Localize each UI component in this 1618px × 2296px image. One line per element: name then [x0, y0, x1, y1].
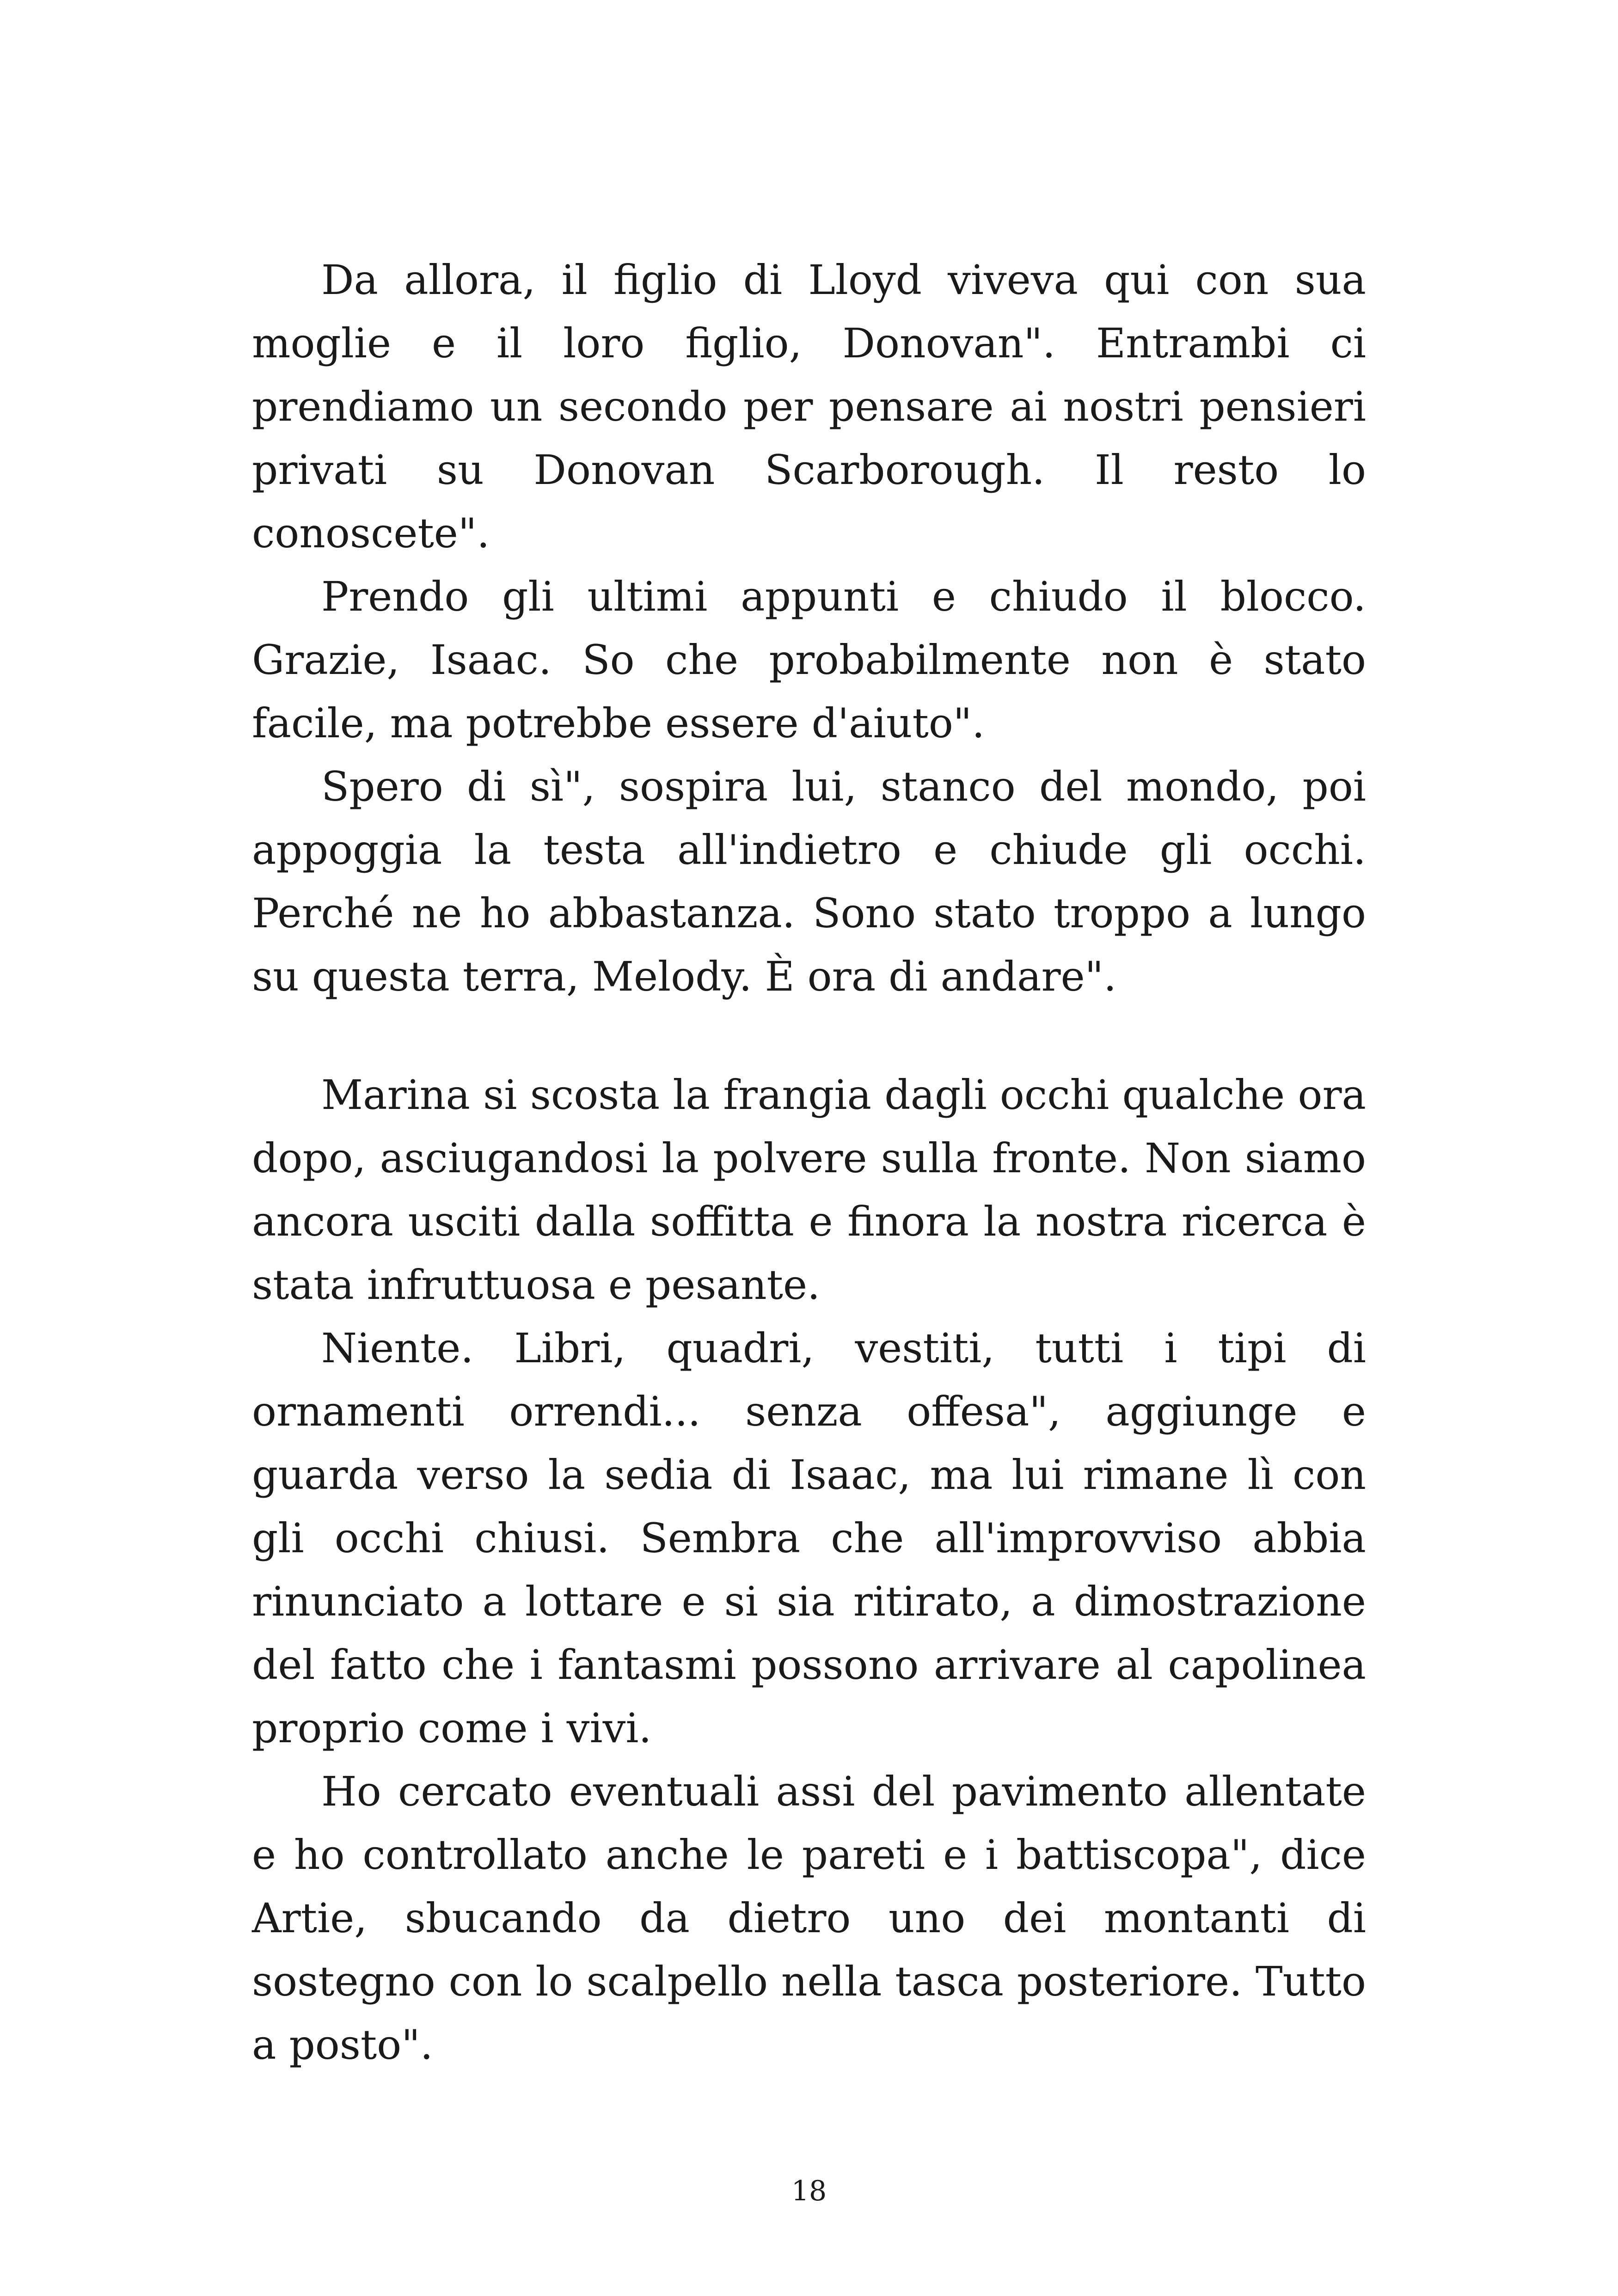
- paragraph: Spero di sì", sospira lui, stanco del mondo, poi appoggia la testa all'indietro e chiude gli occhi. Perché ne ho abbastanza. Sono stato troppo a lungo su questa terra, Melody. È ora di andare".: [252, 763, 1366, 1000]
- paragraph: Da allora, il figlio di Lloyd viveva qui con sua moglie e il loro figlio, Donovan". Entrambi ci prendiamo un secondo per pensare ai nostri pensieri privati su Donovan Scarborough. Il resto lo conoscete".: [252, 256, 1366, 557]
- paragraph: Marina si scosta la frangia dagli occhi qualche ora dopo, asciugandosi la polvere sulla fronte. Non siamo ancora usciti dalla soffitta e finora la nostra ricerca è stata infruttuosa e pesante.: [252, 1071, 1366, 1309]
- text-section-1: [252, 248, 1366, 1008]
- text-section-2: [252, 1063, 1366, 2076]
- page-number: 18: [791, 2175, 827, 2207]
- paragraph: Prendo gli ultimi appunti e chiudo il blocco. Grazie, Isaac. So che probabilmente non è stato facile, ma potrebbe essere d'aiuto".: [252, 573, 1366, 747]
- paragraph: Niente. Libri, quadri, vestiti, tutti i tipi di ornamenti orrendi... senza offesa", aggiunge e guarda verso la sedia di Isaac, ma lui rimane lì con gli occhi chiusi. Sembra che all'improvviso abbia rinunciato a lottare e si sia ritirato, a dimostrazione del fatto che i fantasmi possono arrivare al capolinea proprio come i vivi.: [252, 1324, 1366, 1752]
- paragraph: Ho cercato eventuali assi del pavimento allentate e ho controllato anche le pareti e i battiscopa", dice Artie, sbucando da dietro uno dei montanti di sostegno con lo scalpello nella tasca posteriore. Tutto a posto".: [252, 1768, 1366, 2069]
